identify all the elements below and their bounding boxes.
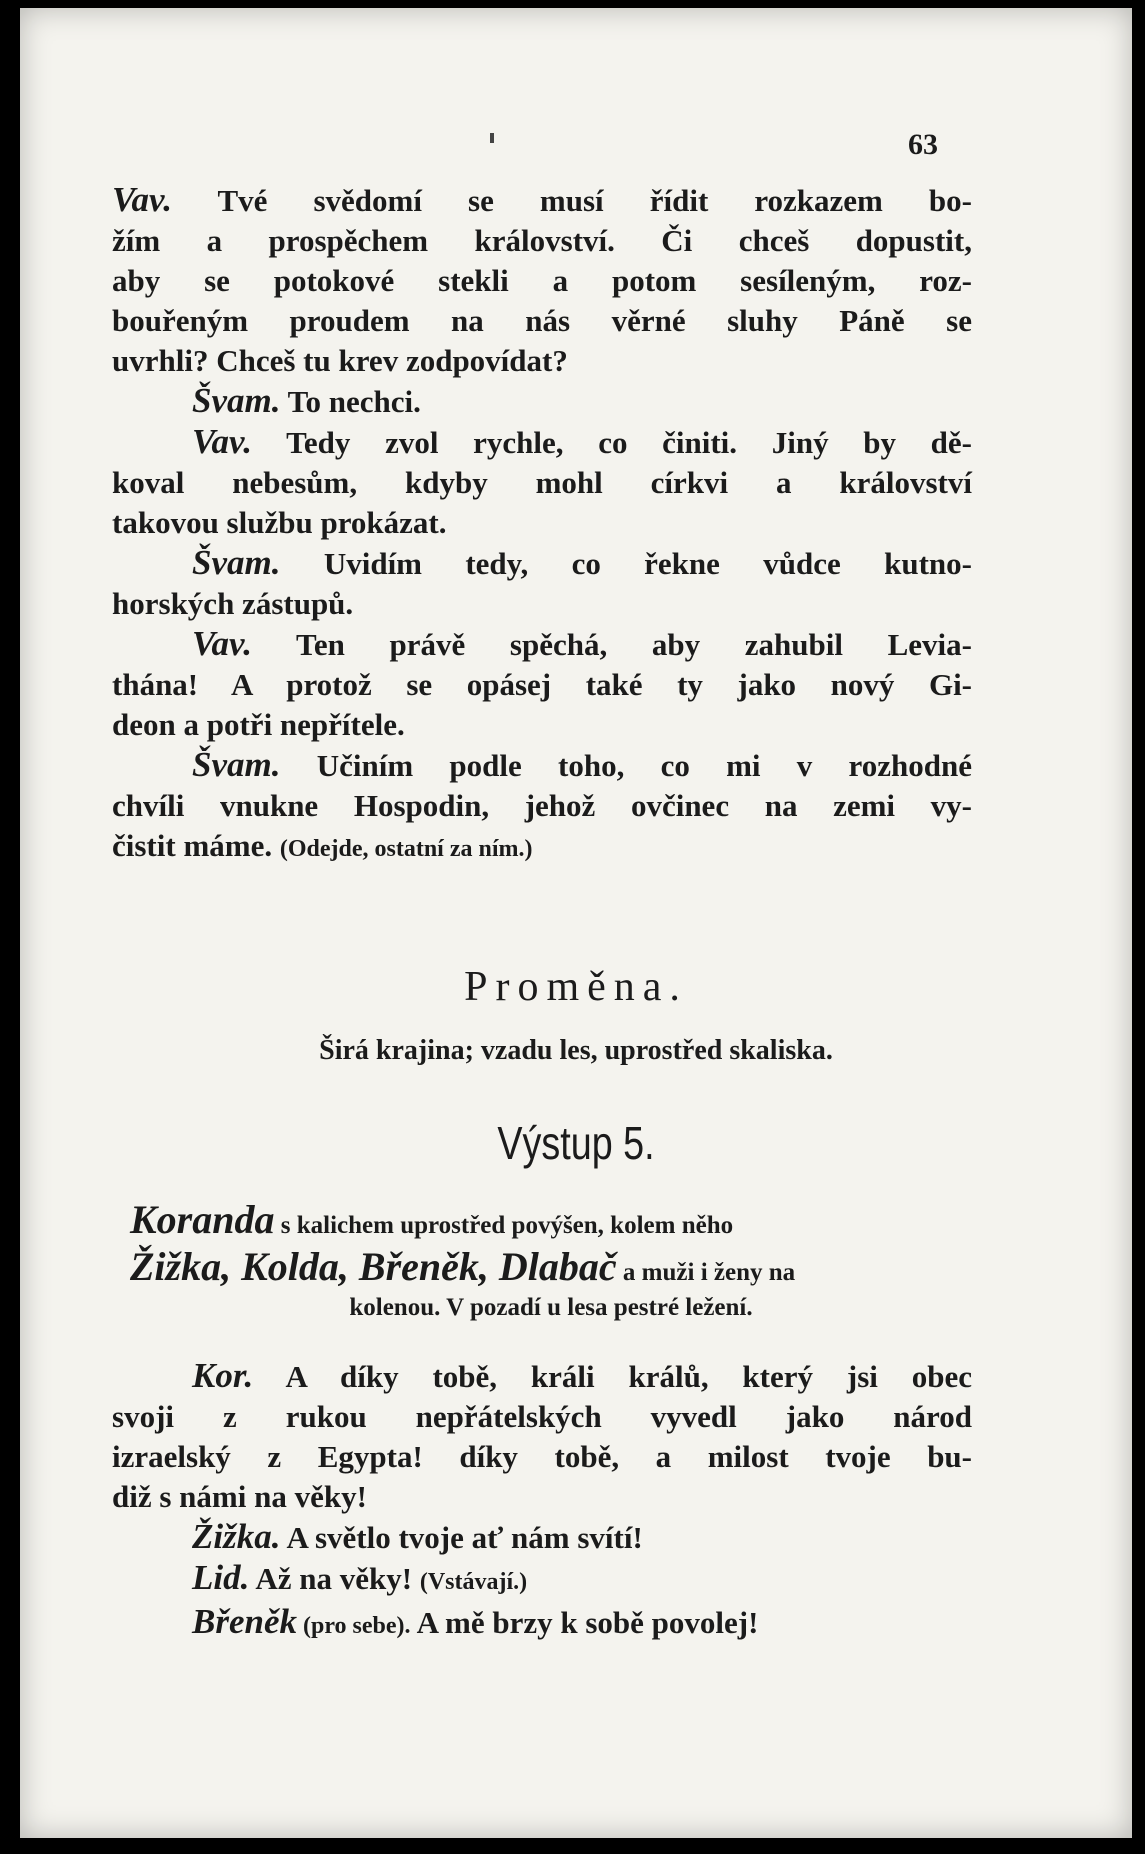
speaker-name: Kor. <box>192 1356 254 1395</box>
text-line: chvíli vnukne Hospodin, jehož ovčinec na zemi vy- <box>112 788 972 823</box>
cast-description: a muži i ženy na <box>616 1259 796 1286</box>
text-line <box>112 745 972 786</box>
speaker-name: Lid. <box>192 1558 250 1597</box>
speaker-name: Vav. <box>112 180 172 219</box>
text-line: uvrhli? Chceš tu krev zodpovídat? <box>112 343 568 378</box>
text-line: deon a potři nepřítele. <box>112 707 405 742</box>
line-text: Ten právě spěchá, aby zahubil Levia- <box>251 627 972 662</box>
text-line: takovou službu prokázat. <box>112 505 447 540</box>
text-line <box>112 1558 972 1602</box>
text-line: izraelský z Egypta! díky tobě, a milost tvoje bu- <box>112 1439 972 1474</box>
line-text: Tedy zvol rychle, co činiti. Jiný by dě- <box>251 425 972 460</box>
cast-description: kolenou. V pozadí u lesa pestré ležení. <box>349 1294 753 1321</box>
cast-row <box>130 1243 972 1290</box>
line-text: Tvé svědomí se musí řídit rozkazem bo- <box>171 183 972 218</box>
text-line <box>112 1517 972 1558</box>
line-text: To nechci. <box>280 384 421 419</box>
text-line <box>112 180 972 221</box>
line-text: A světlo tvoje ať nám svítí! <box>280 1520 643 1555</box>
cast-description: s kalichem uprostřed povýšen, kolem něho <box>274 1212 734 1239</box>
line-text: A mě brzy k sobě povolej! <box>410 1605 759 1640</box>
scene-title: Proměna. <box>464 964 688 1010</box>
text-line: aby se potokové stekli a potom sesíleným, roz- <box>112 263 972 298</box>
text-line <box>112 543 972 584</box>
line-text: čistit máme. <box>112 828 280 863</box>
speaker-name: Břeněk <box>192 1602 297 1641</box>
dialogue-block-1 <box>112 180 972 869</box>
book-page <box>20 8 1132 1838</box>
stage-direction: (Odejde, ostatní za ním.) <box>279 836 533 862</box>
text-line: bouřeným proudem na nás věrné sluhy Páně se <box>112 303 972 338</box>
character-name: Koranda <box>130 1197 275 1242</box>
stage-direction: (Vstávají.) <box>419 1569 528 1595</box>
cast-list <box>130 1196 972 1322</box>
character-names: Žižka, Kolda, Břeněk, Dlabač <box>130 1244 617 1289</box>
text-line <box>112 1356 972 1397</box>
cast-row <box>130 1196 972 1243</box>
text-line <box>112 1602 972 1646</box>
stage-direction: (pro sebe). <box>297 1613 411 1639</box>
dialogue-block-2 <box>112 1356 972 1646</box>
speaker-name: Švam. <box>192 745 281 784</box>
page-text <box>20 8 1132 1838</box>
act-title: Výstup 5. <box>497 1117 655 1169</box>
speaker-name: Žižka. <box>192 1517 281 1556</box>
text-line: horských zástupů. <box>112 586 354 621</box>
speaker-name: Švam. <box>192 381 281 420</box>
line-text: A díky tobě, králi králů, který jsi obec <box>253 1359 972 1394</box>
text-line <box>112 381 972 422</box>
text-line: koval nebesům, kdyby mohl církvi a království <box>112 465 972 500</box>
speaker-name: Vav. <box>192 422 252 461</box>
line-text: Uvidím tedy, co řekne vůdce kutno- <box>280 546 972 581</box>
text-line: thána! A protož se opásej také ty jako nový Gi- <box>112 667 972 702</box>
text-line: svoji z rukou nepřátelských vyvedl jako národ <box>112 1399 972 1434</box>
scene-description: Širá krajina; vzadu les, uprostřed skaliska. <box>319 1035 833 1066</box>
line-text: Až na věky! <box>249 1561 420 1596</box>
text-line: žím a prospěchem království. Či chceš dopustit, <box>112 223 972 258</box>
speaker-name: Vav. <box>192 624 252 663</box>
speaker-name: Švam. <box>192 543 281 582</box>
text-line: diž s námi na věky! <box>112 1479 367 1514</box>
text-line <box>112 624 972 665</box>
text-line <box>112 422 972 463</box>
page-number: 63 <box>908 128 938 161</box>
text-line <box>112 826 972 869</box>
line-text: Učiním podle toho, co mi v rozhodné <box>280 748 972 783</box>
